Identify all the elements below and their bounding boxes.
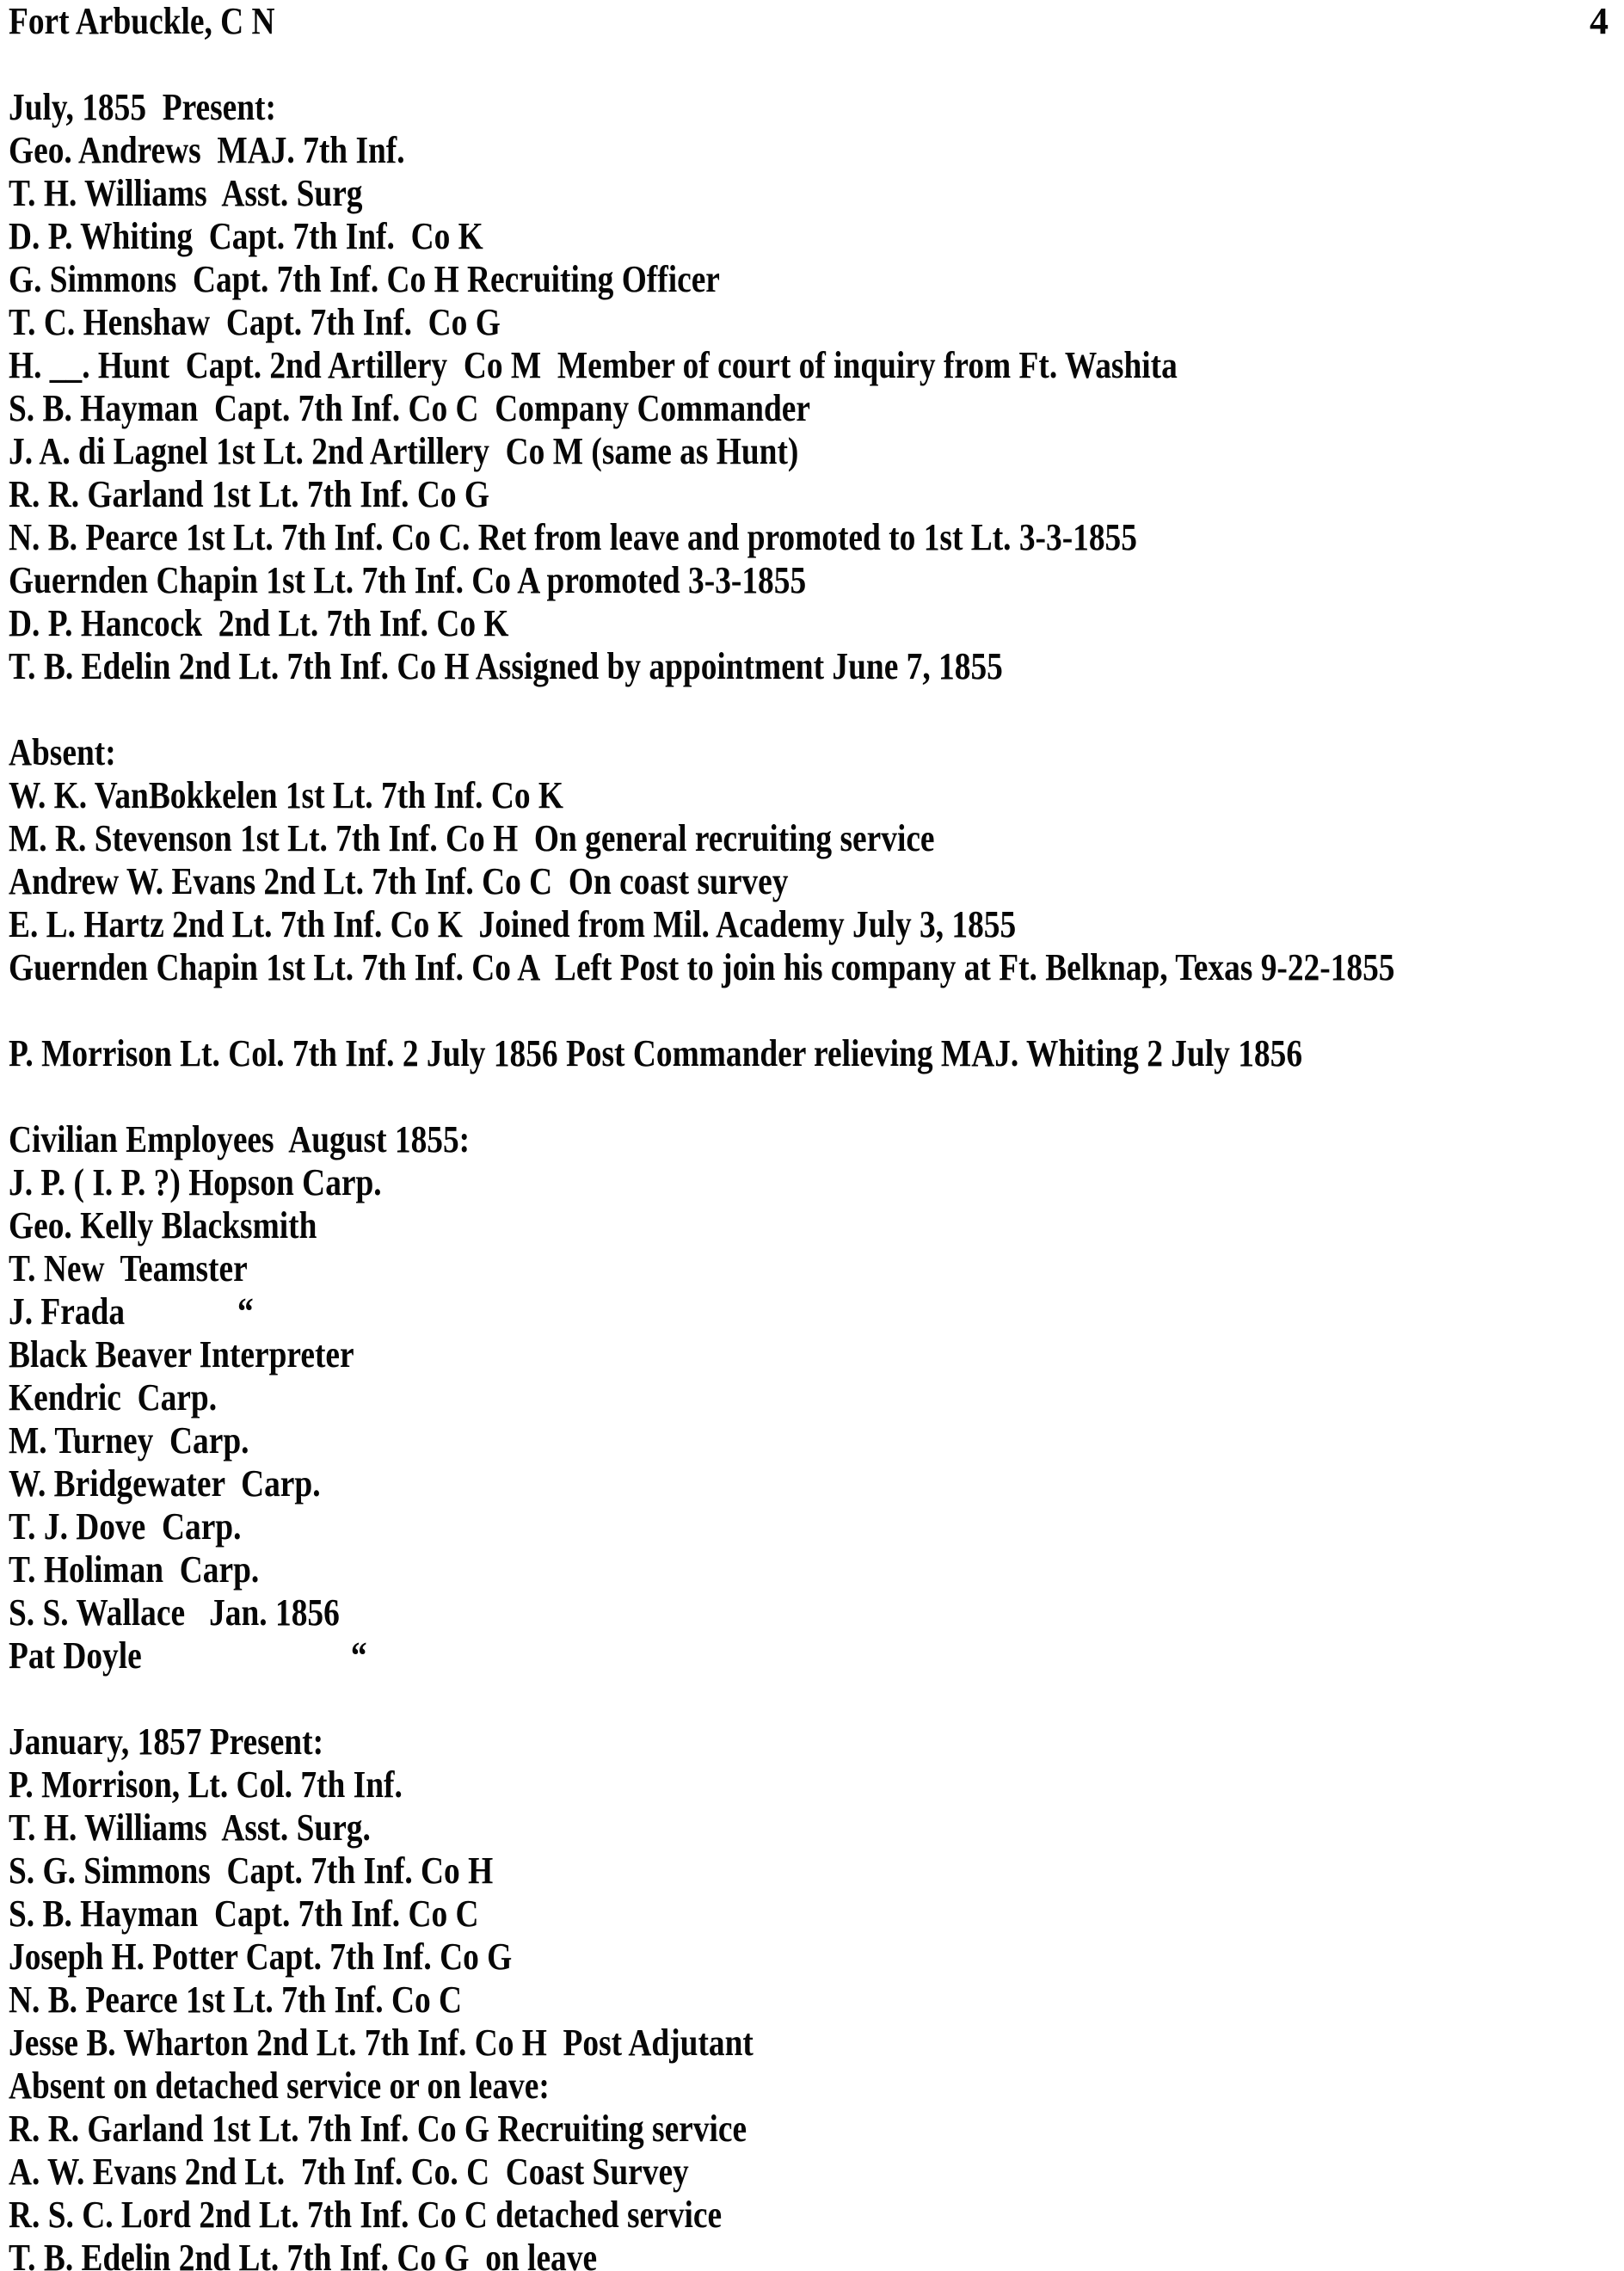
- section-heading: January, 1857 Present:: [9, 1720, 324, 1763]
- roster-line: Geo. Kelly Blacksmith: [9, 1204, 317, 1246]
- roster-line: W. K. VanBokkelen 1st Lt. 7th Inf. Co K: [9, 774, 563, 816]
- roster-line: A. W. Evans 2nd Lt. 7th Inf. Co. C Coast Survey: [9, 2151, 689, 2193]
- section-july-1855-present: [9, 86, 1612, 688]
- roster-line: R. S. C. Lord 2nd Lt. 7th Inf. Co C detached service: [9, 2194, 723, 2236]
- roster-line: S. G. Simmons Capt. 7th Inf. Co H: [9, 1849, 494, 1892]
- roster-line: S. B. Hayman Capt. 7th Inf. Co C Company Commander: [9, 387, 810, 429]
- roster-line: D. P. Whiting Capt. 7th Inf. Co K: [9, 215, 483, 257]
- roster-line: G. Simmons Capt. 7th Inf. Co H Recruiting Officer: [9, 258, 720, 300]
- roster-line: T. H. Williams Asst. Surg: [9, 172, 363, 214]
- roster-line: J. P. ( I. P. ?) Hopson Carp.: [9, 1161, 382, 1203]
- roster-line: R. R. Garland 1st Lt. 7th Inf. Co G: [9, 473, 489, 515]
- roster-line: T. C. Henshaw Capt. 7th Inf. Co G: [9, 301, 501, 343]
- roster-line: S. B. Hayman Capt. 7th Inf. Co C: [9, 1892, 479, 1935]
- roster-line: T. J. Dove Carp.: [9, 1505, 242, 1548]
- roster-line: T. H. Williams Asst. Surg.: [9, 1806, 371, 1849]
- roster-line: R. R. Garland 1st Lt. 7th Inf. Co G Recruiting service: [9, 2108, 747, 2150]
- section-absent: [9, 731, 1612, 989]
- roster-line: T. New Teamster: [9, 1247, 248, 1289]
- page-number: 4: [1590, 0, 1609, 42]
- roster-list: [9, 129, 1612, 688]
- roster-line: Pat Doyle “: [9, 1634, 367, 1677]
- roster-line: Guernden Chapin 1st Lt. 7th Inf. Co A promoted 3-3-1855: [9, 559, 807, 601]
- roster-line: S. S. Wallace Jan. 1856: [9, 1591, 340, 1634]
- roster-line: Guernden Chapin 1st Lt. 7th Inf. Co A Left Post to join his company at Ft. Belknap, Texas 9-22-1855: [9, 946, 1395, 988]
- roster-list: [9, 774, 1612, 989]
- roster-line: D. P. Hancock 2nd Lt. 7th Inf. Co K: [9, 602, 509, 644]
- section-january-1857-present: [9, 1720, 1612, 2271]
- roster-line: P. Morrison, Lt. Col. 7th Inf.: [9, 1763, 403, 1806]
- roster-line: Joseph H. Potter Capt. 7th Inf. Co G: [9, 1936, 513, 1978]
- section-heading: Civilian Employees August 1855:: [9, 1118, 471, 1160]
- roster-line: T. B. Edelin 2nd Lt. 7th Inf. Co G on leave: [9, 2237, 598, 2271]
- roster-list: [9, 1032, 1612, 1075]
- section-post-commander-note: [9, 1032, 1612, 1075]
- roster-line: Andrew W. Evans 2nd Lt. 7th Inf. Co C On coast survey: [9, 860, 789, 902]
- section-heading: July, 1855 Present:: [9, 86, 276, 128]
- roster-line: H. __. Hunt Capt. 2nd Artillery Co M Member of court of inquiry from Ft. Washita: [9, 344, 1178, 386]
- document-title: Fort Arbuckle, C N: [9, 0, 275, 42]
- roster-line: M. R. Stevenson 1st Lt. 7th Inf. Co H On general recruiting service: [9, 817, 935, 859]
- roster-line: W. Bridgewater Carp.: [9, 1462, 321, 1505]
- roster-line: J. A. di Lagnel 1st Lt. 2nd Artillery Co M (same as Hunt): [9, 430, 799, 472]
- roster-line: T. B. Edelin 2nd Lt. 7th Inf. Co H Assigned by appointment June 7, 1855: [9, 645, 1003, 687]
- roster-line: Absent on detached service or on leave:: [9, 2065, 550, 2107]
- roster-line: N. B. Pearce 1st Lt. 7th Inf. Co C. Ret from leave and promoted to 1st Lt. 3-3-1855: [9, 516, 1137, 558]
- roster-line: N. B. Pearce 1st Lt. 7th Inf. Co C: [9, 1979, 463, 2021]
- roster-line: Geo. Andrews MAJ. 7th Inf.: [9, 129, 405, 171]
- roster-line: J. Frada “: [9, 1290, 254, 1332]
- section-heading: Absent:: [9, 731, 116, 773]
- page-header: [9, 0, 1612, 43]
- roster-list: [9, 1161, 1612, 1677]
- roster-list: [9, 1763, 1612, 2271]
- section-civilian-employees: [9, 1118, 1612, 1677]
- roster-line: T. Holiman Carp.: [9, 1548, 260, 1591]
- roster-line: Jesse B. Wharton 2nd Lt. 7th Inf. Co H Post Adjutant: [9, 2022, 754, 2064]
- roster-line: E. L. Hartz 2nd Lt. 7th Inf. Co K Joined from Mil. Academy July 3, 1855: [9, 903, 1017, 945]
- roster-line: Black Beaver Interpreter: [9, 1333, 354, 1376]
- roster-line: Kendric Carp.: [9, 1376, 218, 1419]
- roster-line: M. Turney Carp.: [9, 1419, 249, 1462]
- roster-line: P. Morrison Lt. Col. 7th Inf. 2 July 1856 Post Commander relieving MAJ. Whiting 2 July 1856: [9, 1032, 1303, 1074]
